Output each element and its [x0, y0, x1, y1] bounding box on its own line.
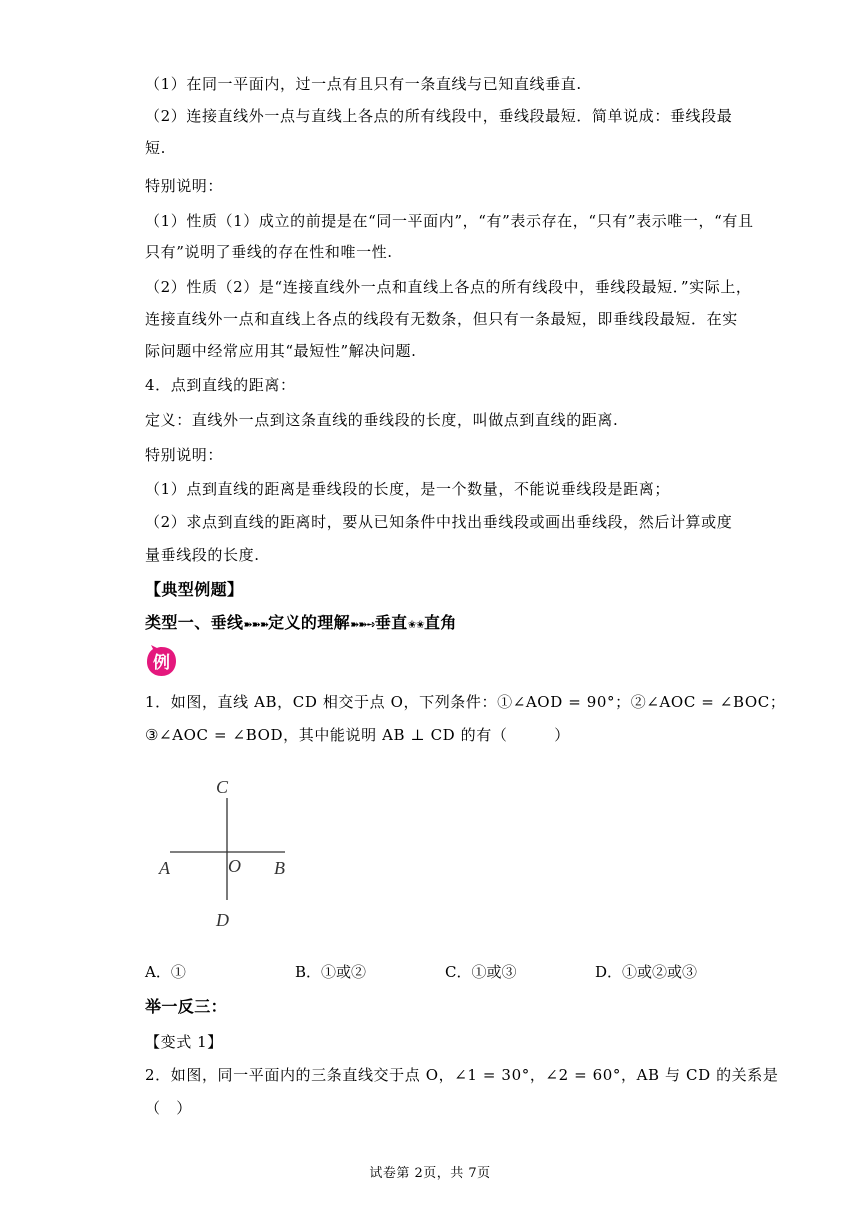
question-1-line-1: 1．如图，直线 AB，CD 相交于点 O，下列条件：①∠AOD = 90°；②∠AOC = ∠BOC；	[145, 693, 786, 711]
arrow-glyphs-2: ➽➽➺	[350, 618, 375, 631]
practice-heading: 举一反三：	[145, 997, 228, 1016]
distance-note-1: （1）点到直线的距离是垂线段的长度，是一个数量，不能说垂线段是距离；	[145, 480, 670, 498]
option-d[interactable]: D．①或②或③	[595, 963, 698, 981]
label-a: A	[159, 858, 170, 878]
option-b[interactable]: B．①或②	[295, 963, 367, 981]
option-c[interactable]: C．①或③	[445, 963, 517, 981]
question-2-line-1: 2．如图，同一平面内的三条直线交于点 O，∠1 = 30°，∠2 = 60°，AB 与 CD 的关系是	[145, 1066, 779, 1084]
note-2-line-3: 际问题中经常应用其“最短性”解决问题.	[145, 342, 417, 360]
section-4-heading: 4．点到直线的距离：	[145, 376, 296, 394]
label-b: B	[274, 858, 285, 878]
label-o: O	[228, 856, 241, 876]
variant-1-label: 【变式 1】	[145, 1033, 223, 1051]
label-c: C	[216, 777, 229, 797]
special-note-label: 特别说明：	[145, 177, 224, 195]
label-d: D	[216, 910, 229, 930]
note-1-line-1: （1）性质（1）成立的前提是在“同一平面内”，“有”表示存在，“只有”表示唯一，“有且	[145, 212, 754, 230]
option-a[interactable]: A．①	[145, 963, 186, 981]
perpendicular-lines-figure	[150, 768, 300, 938]
example-badge-icon	[145, 645, 178, 678]
paragraph-property-2-cont: 短.	[145, 139, 166, 157]
paragraph-property-1: （1）在同一平面内，过一点有且只有一条直线与已知直线垂直.	[145, 75, 582, 93]
type-heading-part3: 垂直	[374, 613, 408, 632]
type-heading-part1: 类型一、垂线	[145, 613, 244, 632]
note-1-line-2: 只有”说明了垂线的存在性和唯一性.	[145, 243, 393, 261]
type-one-heading	[145, 613, 457, 635]
page-footer: 试卷第 2页，共 7页	[369, 1166, 491, 1181]
special-note-label-2: 特别说明：	[145, 446, 224, 464]
typical-examples-heading: 【典型例题】	[145, 580, 244, 599]
question-1-line-2: ③∠AOC = ∠BOD，其中能说明 AB ⊥ CD 的有（ ）	[145, 726, 570, 744]
note-2-line-1: （2）性质（2）是“连接直线外一点和直线上各点的所有线段中，垂线段最短．”实际上，	[145, 278, 752, 296]
question-2-line-2: （ ）	[145, 1099, 192, 1117]
type-heading-part4: 直角	[423, 613, 457, 632]
arrow-glyphs-1: ➽➽➽	[243, 618, 269, 631]
distance-note-2-line-1: （2）求点到直线的距离时，要从已知条件中找出垂线段或画出垂线段，然后计算或度	[145, 513, 733, 531]
distance-note-2-line-2: 量垂线段的长度.	[145, 546, 260, 564]
paragraph-property-2: （2）连接直线外一点与直线上各点的所有线段中，垂线段最短．简单说成：垂线段最	[145, 107, 733, 125]
example-badge-text: 例	[153, 653, 170, 673]
definition-text: 定义：直线外一点到这条直线的垂线段的长度，叫做点到直线的距离.	[145, 411, 619, 429]
star-glyphs: ✬✬	[407, 618, 424, 631]
note-2-line-2: 连接直线外一点和直线上各点的线段有无数条，但只有一条最短，即垂线段最短．在实	[145, 310, 738, 328]
type-heading-part2: 定义的理解	[268, 613, 351, 632]
